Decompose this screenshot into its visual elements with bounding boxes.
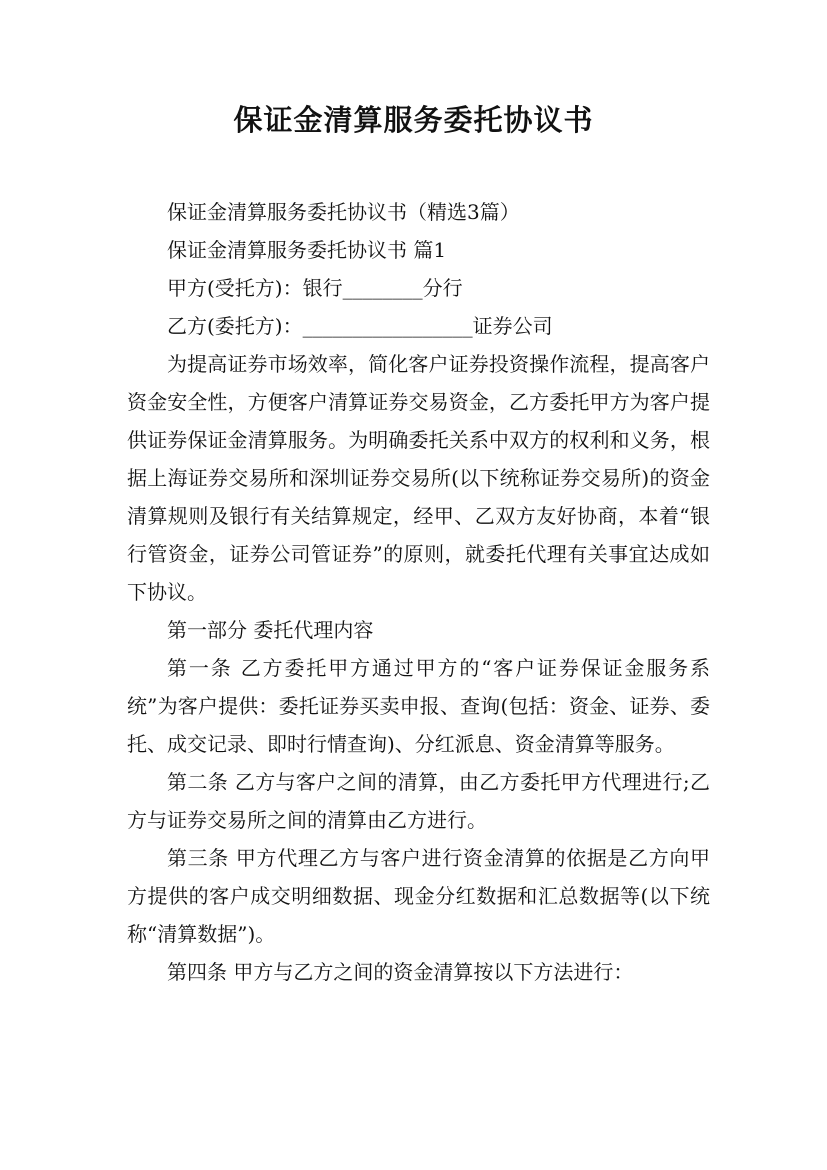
paragraph-section-title: 保证金清算服务委托协议书 篇1 (167, 238, 447, 262)
paragraph-party-a: 甲方(受托方)：银行________分行 (167, 276, 463, 300)
document-title: 保证金清算服务委托协议书 (233, 103, 594, 137)
paragraph-party-b: 乙方(委托方)：_________________证券公司 (167, 314, 553, 338)
paragraph-article-4: 第四条 甲方与乙方之间的资金清算按以下方法进行： (167, 960, 634, 984)
paragraph-intro-title: 保证金清算服务委托协议书（精选3篇） (167, 200, 520, 224)
paragraph-preamble: 为提高证券市场效率，简化客户证券投资操作流程，提高客户资金安全性，方便客户清算证券交易资金，乙方委托甲方为客户提供证券保证金清算服务。为明确委托关系中双方的权利和义务，根据上海证券交易所和深圳证券交易所(以下统称证券交易所)的资金清算规则及银行有关结算规定，经甲、乙双方友好协商，本着“银行管资金，证券公司管证券”的原则，就委托代理有关事宜达成如下协议。 (127, 352, 710, 604)
paragraph-part-one-heading: 第一部分 委托代理内容 (167, 618, 374, 642)
document-body (127, 193, 710, 991)
paragraph-article-1: 第一条 乙方委托甲方通过甲方的“客户证券保证金服务系统”为客户提供：委托证券买卖申报、查询(包括：资金、证券、委托、成交记录、即时行情查询)、分红派息、资金清算等服务。 (127, 656, 710, 756)
paragraph-article-2: 第二条 乙方与客户之间的清算，由乙方委托甲方代理进行;乙方与证券交易所之间的清算由乙方进行。 (127, 770, 710, 832)
paragraph-article-3: 第三条 甲方代理乙方与客户进行资金清算的依据是乙方向甲方提供的客户成交明细数据、现金分红数据和汇总数据等(以下统称“清算数据”)。 (127, 846, 710, 946)
